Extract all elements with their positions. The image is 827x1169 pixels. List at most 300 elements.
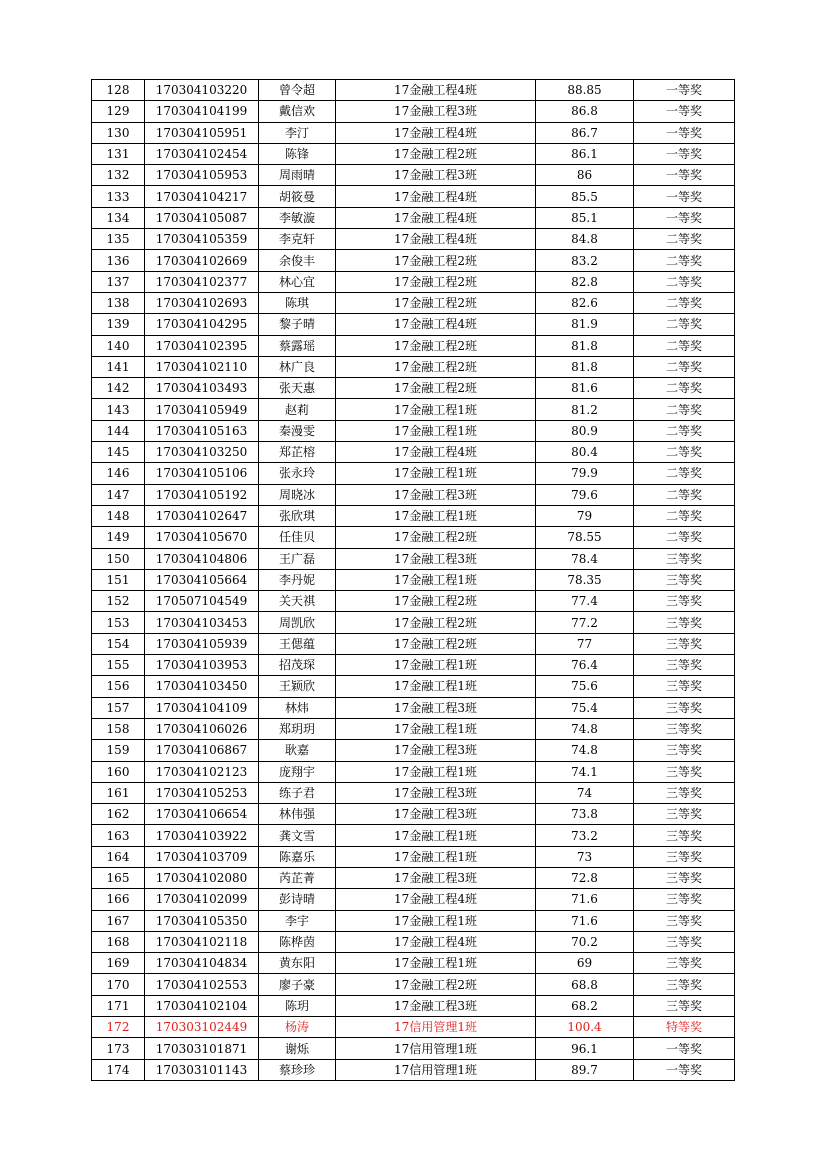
award-level-cell: 一等奖	[634, 80, 735, 101]
row-number-cell: 160	[92, 761, 145, 782]
score-cell: 74.8	[536, 740, 634, 761]
class-name-cell: 17金融工程1班	[336, 505, 536, 526]
score-cell: 80.9	[536, 420, 634, 441]
score-cell: 79.9	[536, 463, 634, 484]
student-name-cell: 王偲蕴	[259, 633, 336, 654]
student-id-cell: 170304103220	[145, 80, 259, 101]
table-row	[92, 697, 735, 718]
score-cell: 73.8	[536, 804, 634, 825]
score-cell: 73.2	[536, 825, 634, 846]
student-name-cell: 周晓冰	[259, 484, 336, 505]
student-id-cell: 170304103922	[145, 825, 259, 846]
award-level-cell: 特等奖	[634, 1017, 735, 1038]
student-id-cell: 170304105951	[145, 122, 259, 143]
class-name-cell: 17金融工程1班	[336, 655, 536, 676]
class-name-cell: 17金融工程1班	[336, 676, 536, 697]
row-number-cell: 144	[92, 420, 145, 441]
row-number-cell: 152	[92, 591, 145, 612]
student-id-cell: 170304104806	[145, 548, 259, 569]
award-level-cell: 三等奖	[634, 761, 735, 782]
table-row	[92, 591, 735, 612]
student-name-cell: 庞翔宇	[259, 761, 336, 782]
row-number-cell: 163	[92, 825, 145, 846]
award-level-cell: 二等奖	[634, 250, 735, 271]
student-id-cell: 170304104109	[145, 697, 259, 718]
row-number-cell: 173	[92, 1038, 145, 1059]
row-number-cell: 166	[92, 889, 145, 910]
score-cell: 79	[536, 505, 634, 526]
student-id-cell: 170304104217	[145, 186, 259, 207]
student-name-cell: 杨涛	[259, 1017, 336, 1038]
class-name-cell: 17金融工程2班	[336, 356, 536, 377]
award-level-cell: 三等奖	[634, 825, 735, 846]
award-level-cell: 三等奖	[634, 718, 735, 739]
table-row	[92, 633, 735, 654]
student-name-cell: 黄东阳	[259, 953, 336, 974]
student-name-cell: 彭诗晴	[259, 889, 336, 910]
student-id-cell: 170304102104	[145, 995, 259, 1016]
score-cell: 77	[536, 633, 634, 654]
score-cell: 84.8	[536, 229, 634, 250]
student-name-cell: 周凯欣	[259, 612, 336, 633]
class-name-cell: 17金融工程3班	[336, 484, 536, 505]
row-number-cell: 137	[92, 271, 145, 292]
award-level-cell: 三等奖	[634, 548, 735, 569]
table-row	[92, 761, 735, 782]
class-name-cell: 17金融工程3班	[336, 804, 536, 825]
row-number-cell: 142	[92, 378, 145, 399]
row-number-cell: 135	[92, 229, 145, 250]
student-name-cell: 余俊丰	[259, 250, 336, 271]
row-number-cell: 154	[92, 633, 145, 654]
award-level-cell: 三等奖	[634, 931, 735, 952]
table-row	[92, 569, 735, 590]
class-name-cell: 17金融工程2班	[336, 974, 536, 995]
score-cell: 79.6	[536, 484, 634, 505]
student-name-cell: 曾令超	[259, 80, 336, 101]
class-name-cell: 17金融工程4班	[336, 207, 536, 228]
table-row	[92, 378, 735, 399]
student-id-cell: 170304105350	[145, 910, 259, 931]
student-name-cell: 李丹妮	[259, 569, 336, 590]
row-number-cell: 157	[92, 697, 145, 718]
row-number-cell: 150	[92, 548, 145, 569]
row-number-cell: 170	[92, 974, 145, 995]
student-name-cell: 林炜	[259, 697, 336, 718]
student-id-cell: 170304102099	[145, 889, 259, 910]
table-row	[92, 229, 735, 250]
row-number-cell: 158	[92, 718, 145, 739]
table-row	[92, 420, 735, 441]
score-cell: 77.4	[536, 591, 634, 612]
award-level-cell: 一等奖	[634, 1038, 735, 1059]
score-cell: 74	[536, 782, 634, 803]
award-level-cell: 三等奖	[634, 867, 735, 888]
row-number-cell: 147	[92, 484, 145, 505]
class-name-cell: 17金融工程3班	[336, 740, 536, 761]
award-level-cell: 三等奖	[634, 889, 735, 910]
student-id-cell: 170304105192	[145, 484, 259, 505]
award-level-cell: 一等奖	[634, 122, 735, 143]
class-name-cell: 17金融工程2班	[336, 633, 536, 654]
student-name-cell: 黎子晴	[259, 314, 336, 335]
table-row	[92, 846, 735, 867]
student-name-cell: 练子君	[259, 782, 336, 803]
student-name-cell: 陈琪	[259, 292, 336, 313]
student-id-cell: 170304102118	[145, 931, 259, 952]
score-cell: 70.2	[536, 931, 634, 952]
student-name-cell: 任佳贝	[259, 527, 336, 548]
student-name-cell: 郑芷榕	[259, 442, 336, 463]
class-name-cell: 17金融工程1班	[336, 761, 536, 782]
student-id-cell: 170304104834	[145, 953, 259, 974]
score-cell: 82.8	[536, 271, 634, 292]
award-level-cell: 三等奖	[634, 633, 735, 654]
student-id-cell: 170304105664	[145, 569, 259, 590]
student-id-cell: 170304106654	[145, 804, 259, 825]
student-name-cell: 陈玥	[259, 995, 336, 1016]
student-id-cell: 170304102669	[145, 250, 259, 271]
award-level-cell: 三等奖	[634, 655, 735, 676]
table-row	[92, 931, 735, 952]
score-cell: 85.5	[536, 186, 634, 207]
class-name-cell: 17金融工程1班	[336, 718, 536, 739]
award-level-cell: 二等奖	[634, 399, 735, 420]
row-number-cell: 167	[92, 910, 145, 931]
row-number-cell: 128	[92, 80, 145, 101]
class-name-cell: 17金融工程4班	[336, 229, 536, 250]
student-name-cell: 林心宜	[259, 271, 336, 292]
row-number-cell: 139	[92, 314, 145, 335]
score-cell: 71.6	[536, 889, 634, 910]
award-level-cell: 二等奖	[634, 463, 735, 484]
table-row	[92, 271, 735, 292]
class-name-cell: 17金融工程1班	[336, 420, 536, 441]
award-level-cell: 一等奖	[634, 143, 735, 164]
table-row	[92, 122, 735, 143]
row-number-cell: 169	[92, 953, 145, 974]
student-id-cell: 170304103450	[145, 676, 259, 697]
award-level-cell: 二等奖	[634, 356, 735, 377]
award-level-cell: 三等奖	[634, 974, 735, 995]
class-name-cell: 17金融工程3班	[336, 548, 536, 569]
row-number-cell: 172	[92, 1017, 145, 1038]
student-name-cell: 王广磊	[259, 548, 336, 569]
score-cell: 89.7	[536, 1059, 634, 1080]
table-row	[92, 889, 735, 910]
score-cell: 81.8	[536, 335, 634, 356]
table-row	[92, 548, 735, 569]
table-row	[92, 442, 735, 463]
award-level-cell: 一等奖	[634, 186, 735, 207]
student-name-cell: 林广良	[259, 356, 336, 377]
student-id-cell: 170304102693	[145, 292, 259, 313]
award-level-cell: 二等奖	[634, 442, 735, 463]
table-row	[92, 484, 735, 505]
row-number-cell: 151	[92, 569, 145, 590]
score-cell: 74.1	[536, 761, 634, 782]
table-row	[92, 676, 735, 697]
award-level-cell: 三等奖	[634, 782, 735, 803]
student-id-cell: 170304102377	[145, 271, 259, 292]
row-number-cell: 162	[92, 804, 145, 825]
row-number-cell: 145	[92, 442, 145, 463]
score-cell: 68.8	[536, 974, 634, 995]
score-cell: 83.2	[536, 250, 634, 271]
score-cell: 81.8	[536, 356, 634, 377]
table-row	[92, 505, 735, 526]
student-id-cell: 170304105949	[145, 399, 259, 420]
student-name-cell: 蔡珍珍	[259, 1059, 336, 1080]
score-cell: 86.8	[536, 101, 634, 122]
table-row	[92, 101, 735, 122]
table-row	[92, 953, 735, 974]
table-row	[92, 718, 735, 739]
class-name-cell: 17金融工程1班	[336, 910, 536, 931]
table-row	[92, 1038, 735, 1059]
table-row	[92, 825, 735, 846]
student-id-cell: 170304105087	[145, 207, 259, 228]
class-name-cell: 17信用管理1班	[336, 1017, 536, 1038]
student-id-cell: 170304103953	[145, 655, 259, 676]
award-level-cell: 三等奖	[634, 953, 735, 974]
score-cell: 76.4	[536, 655, 634, 676]
student-id-cell: 170304105359	[145, 229, 259, 250]
table-row	[92, 782, 735, 803]
award-level-cell: 三等奖	[634, 612, 735, 633]
class-name-cell: 17金融工程2班	[336, 527, 536, 548]
award-level-cell: 二等奖	[634, 527, 735, 548]
student-id-cell: 170304102395	[145, 335, 259, 356]
class-name-cell: 17金融工程3班	[336, 165, 536, 186]
class-name-cell: 17金融工程4班	[336, 442, 536, 463]
student-name-cell: 陈锋	[259, 143, 336, 164]
student-id-cell: 170304102110	[145, 356, 259, 377]
student-id-cell: 170304104295	[145, 314, 259, 335]
award-level-cell: 三等奖	[634, 846, 735, 867]
row-number-cell: 138	[92, 292, 145, 313]
row-number-cell: 174	[92, 1059, 145, 1080]
table-row	[92, 463, 735, 484]
student-id-cell: 170304102647	[145, 505, 259, 526]
student-name-cell: 芮芷菁	[259, 867, 336, 888]
award-level-cell: 二等奖	[634, 505, 735, 526]
class-name-cell: 17金融工程4班	[336, 931, 536, 952]
score-cell: 86	[536, 165, 634, 186]
table-row	[92, 186, 735, 207]
student-name-cell: 耿嘉	[259, 740, 336, 761]
award-level-cell: 二等奖	[634, 335, 735, 356]
student-id-cell: 170304106867	[145, 740, 259, 761]
award-level-cell: 二等奖	[634, 271, 735, 292]
row-number-cell: 132	[92, 165, 145, 186]
score-cell: 69	[536, 953, 634, 974]
table-row	[92, 399, 735, 420]
row-number-cell: 130	[92, 122, 145, 143]
student-name-cell: 陈嘉乐	[259, 846, 336, 867]
row-number-cell: 131	[92, 143, 145, 164]
class-name-cell: 17金融工程3班	[336, 782, 536, 803]
student-id-cell: 170304102454	[145, 143, 259, 164]
table-row	[92, 165, 735, 186]
student-name-cell: 李敏漩	[259, 207, 336, 228]
table-row	[92, 740, 735, 761]
class-name-cell: 17金融工程2班	[336, 378, 536, 399]
row-number-cell: 165	[92, 867, 145, 888]
row-number-cell: 168	[92, 931, 145, 952]
class-name-cell: 17金融工程3班	[336, 995, 536, 1016]
class-name-cell: 17信用管理1班	[336, 1038, 536, 1059]
student-name-cell: 张欣琪	[259, 505, 336, 526]
score-cell: 100.4	[536, 1017, 634, 1038]
score-cell: 78.55	[536, 527, 634, 548]
class-name-cell: 17金融工程3班	[336, 101, 536, 122]
award-level-cell: 三等奖	[634, 676, 735, 697]
class-name-cell: 17金融工程4班	[336, 314, 536, 335]
row-number-cell: 148	[92, 505, 145, 526]
award-level-cell: 三等奖	[634, 740, 735, 761]
class-name-cell: 17金融工程2班	[336, 591, 536, 612]
student-name-cell: 李克轩	[259, 229, 336, 250]
score-cell: 86.1	[536, 143, 634, 164]
class-name-cell: 17金融工程2班	[336, 250, 536, 271]
table-row	[92, 804, 735, 825]
award-level-cell: 三等奖	[634, 591, 735, 612]
score-cell: 75.4	[536, 697, 634, 718]
table-row	[92, 655, 735, 676]
student-id-cell: 170304102123	[145, 761, 259, 782]
class-name-cell: 17金融工程4班	[336, 122, 536, 143]
award-level-cell: 二等奖	[634, 229, 735, 250]
award-level-cell: 三等奖	[634, 995, 735, 1016]
class-name-cell: 17金融工程1班	[336, 399, 536, 420]
award-level-cell: 二等奖	[634, 420, 735, 441]
student-name-cell: 招茂琛	[259, 655, 336, 676]
row-number-cell: 153	[92, 612, 145, 633]
award-level-cell: 二等奖	[634, 378, 735, 399]
row-number-cell: 141	[92, 356, 145, 377]
table-row	[92, 527, 735, 548]
student-id-cell: 170304105106	[145, 463, 259, 484]
table-row	[92, 995, 735, 1016]
class-name-cell: 17金融工程1班	[336, 846, 536, 867]
student-id-cell: 170304103250	[145, 442, 259, 463]
table-row	[92, 356, 735, 377]
score-cell: 86.7	[536, 122, 634, 143]
award-table-body	[92, 80, 735, 1081]
class-name-cell: 17金融工程3班	[336, 867, 536, 888]
table-row	[92, 335, 735, 356]
table-row	[92, 207, 735, 228]
class-name-cell: 17金融工程2班	[336, 335, 536, 356]
score-cell: 81.6	[536, 378, 634, 399]
table-row	[92, 910, 735, 931]
table-row	[92, 867, 735, 888]
award-level-cell: 一等奖	[634, 101, 735, 122]
score-cell: 80.4	[536, 442, 634, 463]
student-name-cell: 廖子豪	[259, 974, 336, 995]
award-level-cell: 三等奖	[634, 910, 735, 931]
score-cell: 82.6	[536, 292, 634, 313]
row-number-cell: 136	[92, 250, 145, 271]
table-row	[92, 974, 735, 995]
table-row	[92, 1059, 735, 1080]
row-number-cell: 156	[92, 676, 145, 697]
row-number-cell: 155	[92, 655, 145, 676]
score-cell: 73	[536, 846, 634, 867]
award-level-cell: 二等奖	[634, 292, 735, 313]
student-name-cell: 蔡露瑶	[259, 335, 336, 356]
student-id-cell: 170304105253	[145, 782, 259, 803]
class-name-cell: 17金融工程2班	[336, 612, 536, 633]
award-level-cell: 二等奖	[634, 484, 735, 505]
award-table	[91, 79, 735, 1081]
score-cell: 96.1	[536, 1038, 634, 1059]
score-cell: 71.6	[536, 910, 634, 931]
row-number-cell: 129	[92, 101, 145, 122]
score-cell: 81.2	[536, 399, 634, 420]
score-cell: 88.85	[536, 80, 634, 101]
student-name-cell: 张天惠	[259, 378, 336, 399]
student-id-cell: 170304103453	[145, 612, 259, 633]
score-cell: 81.9	[536, 314, 634, 335]
student-name-cell: 周雨晴	[259, 165, 336, 186]
class-name-cell: 17金融工程2班	[336, 143, 536, 164]
student-id-cell: 170304105670	[145, 527, 259, 548]
class-name-cell: 17金融工程1班	[336, 569, 536, 590]
student-name-cell: 王颖欣	[259, 676, 336, 697]
class-name-cell: 17金融工程1班	[336, 825, 536, 846]
student-name-cell: 秦漫雯	[259, 420, 336, 441]
class-name-cell: 17金融工程2班	[336, 292, 536, 313]
row-number-cell: 140	[92, 335, 145, 356]
student-id-cell: 170304102553	[145, 974, 259, 995]
award-level-cell: 一等奖	[634, 207, 735, 228]
class-name-cell: 17金融工程1班	[336, 463, 536, 484]
student-name-cell: 张永玲	[259, 463, 336, 484]
row-number-cell: 143	[92, 399, 145, 420]
row-number-cell: 133	[92, 186, 145, 207]
student-id-cell: 170304102080	[145, 867, 259, 888]
score-cell: 78.4	[536, 548, 634, 569]
student-id-cell: 170304105939	[145, 633, 259, 654]
award-level-cell: 二等奖	[634, 314, 735, 335]
class-name-cell: 17金融工程1班	[336, 953, 536, 974]
student-name-cell: 李宇	[259, 910, 336, 931]
student-name-cell: 胡筱曼	[259, 186, 336, 207]
score-cell: 78.35	[536, 569, 634, 590]
table-row	[92, 292, 735, 313]
score-cell: 68.2	[536, 995, 634, 1016]
student-name-cell: 陈桦茵	[259, 931, 336, 952]
student-name-cell: 郑玥玥	[259, 718, 336, 739]
class-name-cell: 17金融工程4班	[336, 889, 536, 910]
row-number-cell: 146	[92, 463, 145, 484]
student-id-cell: 170303101871	[145, 1038, 259, 1059]
student-id-cell: 170507104549	[145, 591, 259, 612]
student-name-cell: 李汀	[259, 122, 336, 143]
student-name-cell: 龚文雪	[259, 825, 336, 846]
student-id-cell: 170303101143	[145, 1059, 259, 1080]
student-id-cell: 170304105163	[145, 420, 259, 441]
table-row	[92, 80, 735, 101]
table-row	[92, 143, 735, 164]
award-level-cell: 三等奖	[634, 804, 735, 825]
score-cell: 75.6	[536, 676, 634, 697]
class-name-cell: 17金融工程3班	[336, 697, 536, 718]
table-row	[92, 612, 735, 633]
score-cell: 74.8	[536, 718, 634, 739]
